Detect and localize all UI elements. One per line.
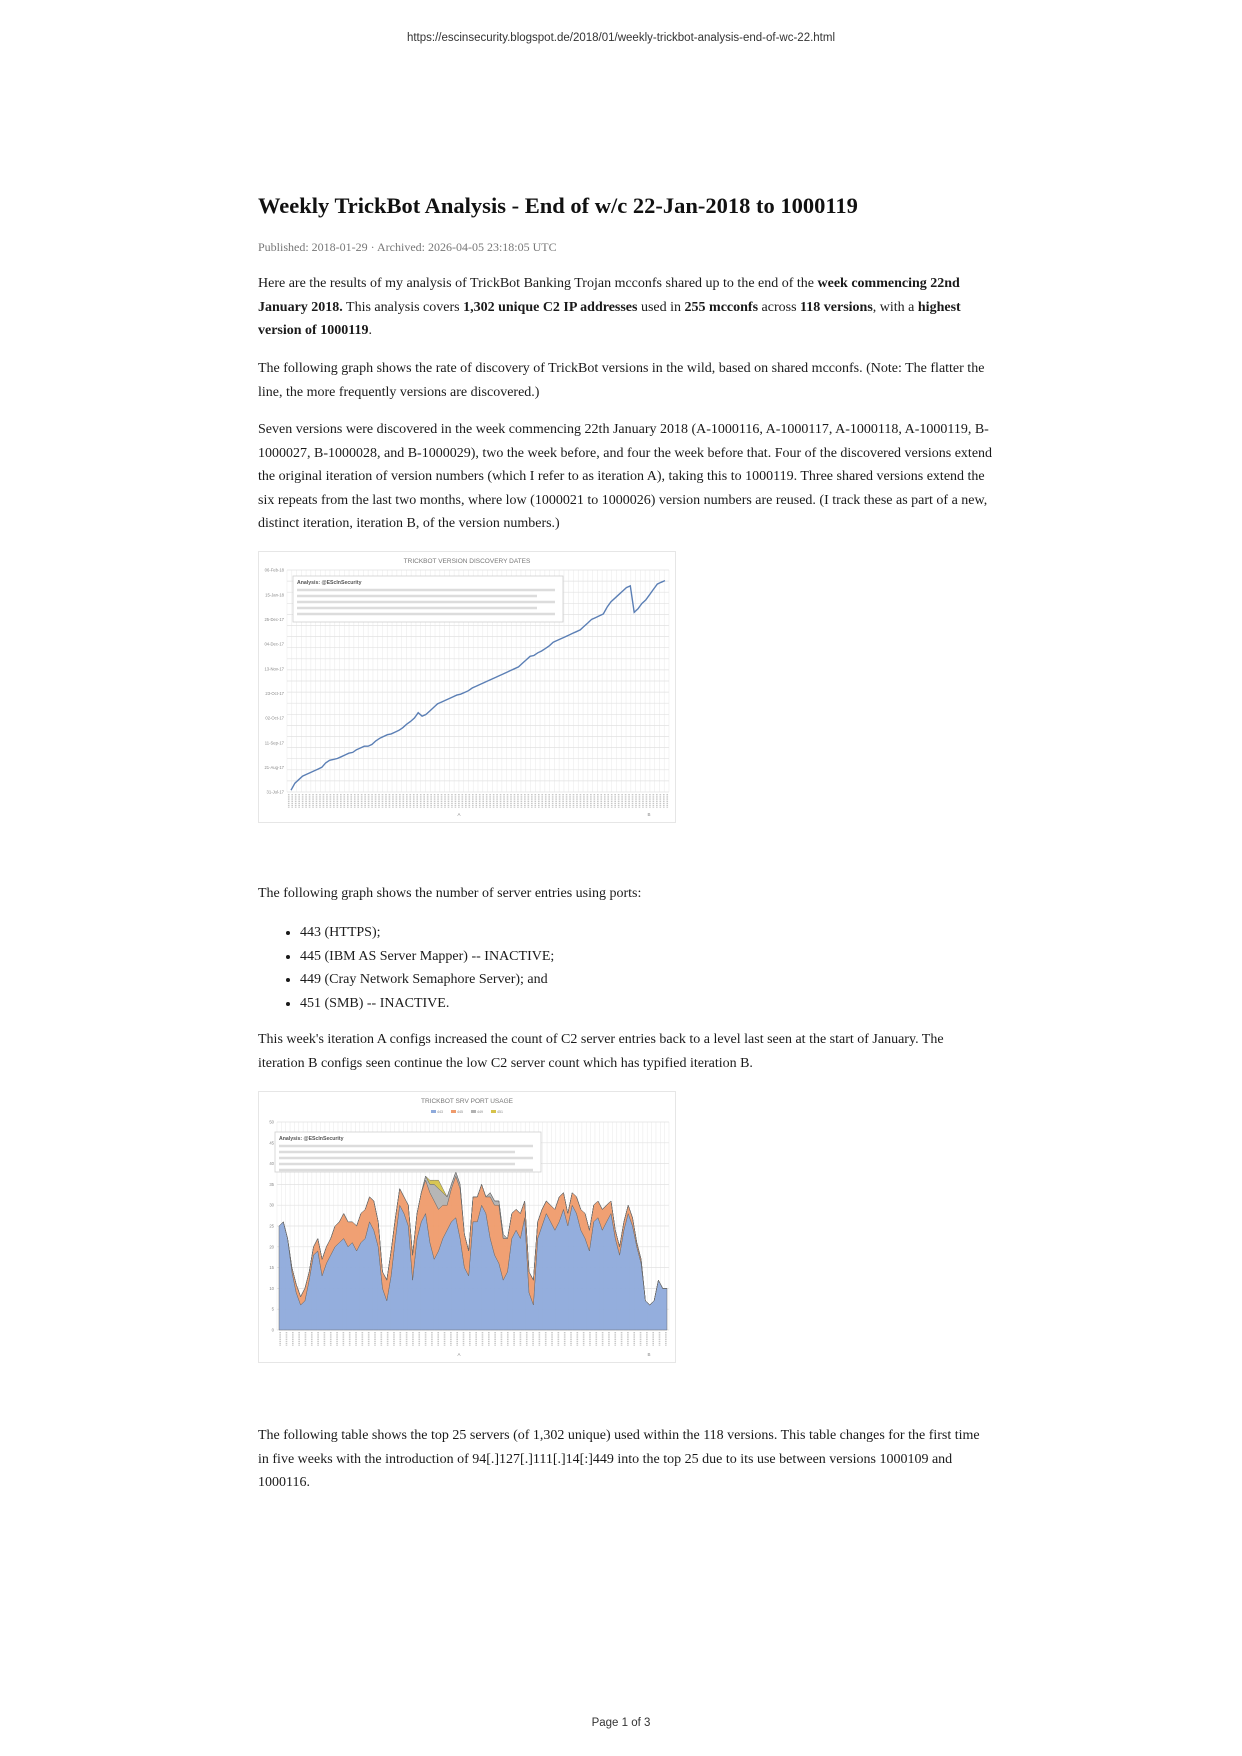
y-tick-label: 04-Dec-17 bbox=[264, 641, 284, 647]
y-tick-label: 11-Sep-17 bbox=[264, 740, 284, 746]
y-tick-label: 5 bbox=[271, 1306, 274, 1312]
y-tick-label: 20 bbox=[269, 1244, 274, 1250]
y-tick-label: 02-Oct-17 bbox=[265, 715, 284, 721]
table-intro-paragraph: The following table shows the top 25 servers (of 1,302 unique) used within the 118 versions. This table changes for the first time in five weeks with the introduction of 94[.]127[.]111[.]14[:]449 into the top 25 due to its use between versions 1000109 and 1000116. bbox=[258, 1428, 980, 1491]
srv-port-usage-chart-svg bbox=[259, 1092, 675, 1362]
annotation-title: Analysis: @EScInSecurity bbox=[279, 1136, 344, 1142]
intro-text-4: across bbox=[758, 299, 801, 315]
y-tick-label: 31-Jul-17 bbox=[266, 789, 284, 795]
list-item: • 445 (IBM AS Server Mapper) -- INACTIVE; bbox=[300, 945, 554, 969]
y-tick-label: 35 bbox=[269, 1181, 274, 1187]
intro-paragraph bbox=[258, 272, 993, 343]
ports-list bbox=[258, 921, 554, 1015]
version-discovery-chart bbox=[258, 551, 676, 823]
annotation-title: Analysis: @EScInSecurity bbox=[297, 580, 362, 586]
intro-bold-2: 1,302 unique C2 IP addresses bbox=[463, 299, 638, 315]
ports-intro-paragraph: The following graph shows the number of server entries using ports: bbox=[258, 886, 642, 901]
y-tick-label: 13-Nov-17 bbox=[264, 666, 284, 672]
srv-port-usage-chart bbox=[258, 1091, 676, 1363]
list-item: • 449 (Cray Network Semaphore Server); and bbox=[300, 968, 554, 992]
intro-bold-4: 118 versions bbox=[800, 299, 873, 315]
chart-title: TRICKBOT SRV PORT USAGE bbox=[421, 1098, 513, 1105]
legend-label: 445 bbox=[457, 1110, 463, 1114]
list-item: • 451 (SMB) -- INACTIVE. bbox=[300, 992, 554, 1016]
y-tick-label: 10 bbox=[269, 1285, 274, 1291]
y-tick-label: 0 bbox=[271, 1327, 274, 1333]
iteration-paragraph: This week's iteration A configs increased the count of C2 server entries back to a level last seen at the start of January. The iteration B configs seen continue the low C2 server count which has typified iteration B. bbox=[258, 1032, 944, 1071]
legend-swatch bbox=[471, 1110, 476, 1113]
x-group-label: B bbox=[647, 1352, 651, 1357]
y-tick-label: 15-Jan-18 bbox=[265, 592, 284, 598]
article-title: Weekly TrickBot Analysis - End of w/c 22-Jan-2018 to 1000119 bbox=[258, 193, 858, 218]
legend-label: 443 bbox=[437, 1110, 443, 1114]
legend-swatch bbox=[491, 1110, 496, 1113]
y-tick-label: 25 bbox=[269, 1223, 274, 1229]
intro-text-5: , with a bbox=[872, 299, 918, 315]
chart-title: TRICKBOT VERSION DISCOVERY DATES bbox=[403, 558, 531, 565]
legend-swatch bbox=[431, 1110, 436, 1113]
intro-text-2: This analysis covers bbox=[342, 299, 464, 315]
page-url: https://escinsecurity.blogspot.de/2018/01/weekly-trickbot-analysis-end-of-wc-22.html bbox=[406, 32, 836, 44]
page-number: Page 1 of 3 bbox=[591, 1717, 651, 1729]
y-tick-label: 30 bbox=[269, 1202, 274, 1208]
x-group-label: A bbox=[457, 812, 461, 817]
version-discovery-chart-svg bbox=[259, 552, 675, 822]
x-group-label: A bbox=[457, 1352, 461, 1357]
y-tick-label: 40 bbox=[269, 1161, 274, 1167]
y-tick-label: 15 bbox=[269, 1265, 274, 1271]
y-tick-label: 23-Oct-17 bbox=[265, 690, 284, 696]
intro-text-6: . bbox=[368, 323, 372, 339]
legend-label: 449 bbox=[477, 1110, 483, 1114]
versions-paragraph: Seven versions were discovered in the week commencing 22th January 2018 (A-1000116, A-1000117, A-1000118, A-1000119, B-1000027, B-1000028, and B-1000029), two the week before, and four the week before that. Four of the discovered versions extend the original iteration of version numbers (which I refer to as iteration A), taking this to 1000119. Three shared versions extend the six repeats from the last two months, where low (1000021 to 1000026) version numbers are reused. (I track these as part of a new, distinct iteration, iteration B, of the version numbers.) bbox=[258, 422, 993, 532]
legend-swatch bbox=[451, 1110, 456, 1113]
y-tick-label: 50 bbox=[269, 1119, 274, 1125]
article-meta: Published: 2018-01-29 · Archived: 2026-04-05 23:18:05 UTC bbox=[258, 240, 557, 254]
y-tick-label: 06-Feb-18 bbox=[264, 567, 284, 573]
intro-text-3: used in bbox=[637, 299, 685, 315]
intro-bold-3: 255 mcconfs bbox=[684, 299, 759, 315]
list-item: • 443 (HTTPS); bbox=[300, 921, 554, 945]
y-tick-label: 45 bbox=[269, 1140, 274, 1146]
intro-bold-5: highest version of 1000119 bbox=[258, 299, 961, 339]
x-group-label: B bbox=[647, 812, 651, 817]
intro-text-1: Here are the results of my analysis of TrickBot Banking Trojan mcconfs shared up to the end of the bbox=[258, 276, 818, 291]
legend-label: 451 bbox=[497, 1110, 503, 1114]
y-tick-label: 25-Dec-17 bbox=[264, 616, 284, 622]
intro-bold-1: week commencing 22nd January 2018. bbox=[258, 276, 960, 315]
y-tick-label: 21-Aug-17 bbox=[264, 764, 284, 770]
graph-intro-paragraph: The following graph shows the rate of discovery of TrickBot versions in the wild, based on shared mcconfs. (Note: The flatter the line, the more frequently versions are discovered.) bbox=[258, 361, 985, 400]
